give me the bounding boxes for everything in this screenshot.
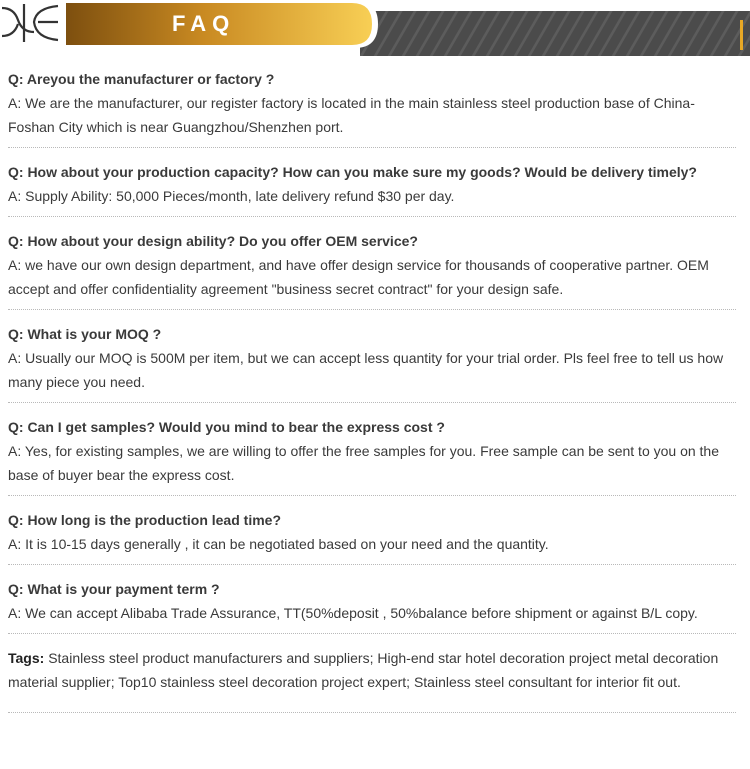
faq-question: Q: Areyou the manufacturer or factory ? (8, 71, 275, 87)
faq-item (8, 508, 736, 565)
faq-answer: A: Usually our MOQ is 500M per item, but we can accept less quantity for your trial order. Pls feel free to tell us how many piece you need. (8, 350, 724, 390)
faq-item (8, 160, 736, 217)
faq-answer: A: We can accept Alibaba Trade Assurance, TT(50%deposit , 50%balance before shipment or against B/L copy. (8, 605, 698, 621)
faq-question: Q: What is your payment term ? (8, 581, 220, 597)
faq-item (8, 67, 736, 148)
faq-item (8, 577, 736, 634)
faq-header (0, 0, 750, 56)
faq-item (8, 415, 736, 496)
company-logo-icon (0, 0, 62, 46)
faq-question: Q: What is your MOQ ? (8, 326, 162, 342)
tags-section (8, 646, 736, 713)
faq-item (8, 322, 736, 403)
faq-answer: A: We are the manufacturer, our register factory is located in the main stainless steel production base of China-Foshan City which is near Guangzhou/Shenzhen port. (8, 95, 695, 135)
faq-question: Q: How about your design ability? Do you offer OEM service? (8, 233, 418, 249)
faq-answer: A: Yes, for existing samples, we are willing to offer the free samples for you. Free sample can be sent to you on the base of buyer bear the express cost. (8, 443, 720, 483)
faq-question: Q: How about your production capacity? How can you make sure my goods? Would be delivery timely? (8, 164, 697, 180)
tags-text: Stainless steel product manufacturers and suppliers; High-end star hotel decoration project metal decoration material supplier; Top10 stainless steel decoration project expert; Stainless steel consultant for interior fit out. (8, 650, 719, 690)
tags-label: Tags: (8, 650, 45, 666)
faq-banner (0, 0, 750, 56)
faq-answer: A: It is 10-15 days generally , it can be negotiated based on your need and the quantity. (8, 536, 549, 552)
faq-answer: A: we have our own design department, and have offer design service for thousands of cooperative partner. OEM accept and offer confidentiality agreement "business secret contract" for your design safe. (8, 257, 709, 297)
faq-question: Q: How long is the production lead time? (8, 512, 281, 528)
faq-question: Q: Can I get samples? Would you mind to bear the express cost ? (8, 419, 445, 435)
faq-item (8, 229, 736, 310)
faq-answer: A: Supply Ability: 50,000 Pieces/month, late delivery refund $30 per day. (8, 188, 455, 204)
page-title: FAQ (172, 11, 236, 36)
faq-list (8, 66, 736, 713)
